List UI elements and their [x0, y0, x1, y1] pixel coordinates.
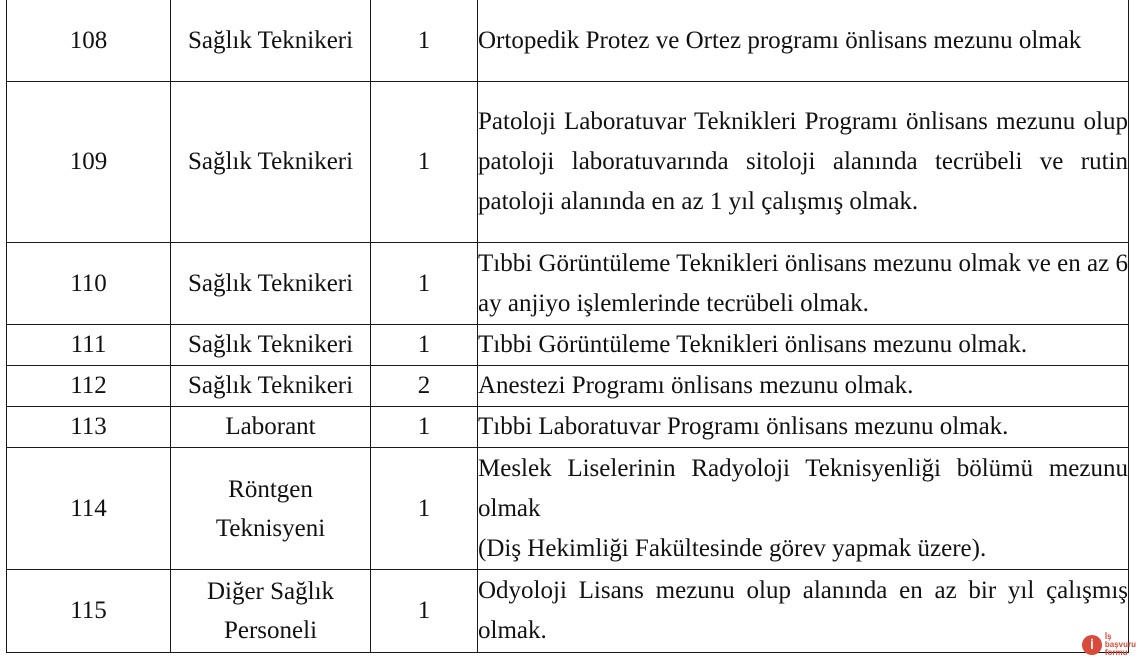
- table-row: [7, 243, 1129, 325]
- position-requirement: Tıbbi Görüntüleme Teknikleri önlisans mezunu olmak.: [478, 325, 1129, 366]
- position-count: 1: [371, 82, 478, 243]
- position-requirement: Anestezi Programı önlisans mezunu olmak.: [478, 366, 1129, 407]
- position-title: Sağlık Teknikeri: [171, 366, 371, 407]
- requirement-text: Meslek Liselerinin Radyoloji Teknisyenliği bölümü mezunu olmak: [478, 454, 1128, 522]
- position-number: 113: [7, 407, 171, 448]
- position-requirement: [478, 448, 1129, 570]
- position-count: 1: [371, 0, 478, 82]
- watermark-text-mid: başvuru: [1104, 640, 1136, 649]
- position-count: 1: [371, 407, 478, 448]
- position-number: 110: [7, 243, 171, 325]
- position-title-line1: Röntgen: [228, 475, 313, 503]
- table-row: [7, 448, 1129, 570]
- position-title: [171, 448, 371, 570]
- position-requirement: Tıbbi Laboratuvar Programı önlisans mezunu olmak.: [478, 407, 1129, 448]
- position-count: 1: [371, 448, 478, 570]
- position-title-line1: Diğer Sağlık: [206, 578, 335, 605]
- position-count: 2: [371, 366, 478, 407]
- table-row: [7, 570, 1129, 653]
- table-row: [7, 82, 1129, 243]
- position-count: 1: [371, 243, 478, 325]
- position-number: 109: [7, 82, 171, 243]
- table-row: [7, 407, 1129, 448]
- watermark-text-top: İş: [1104, 632, 1112, 641]
- position-requirement: Odyoloji Lisans mezunu olup alanında en az bir yıl çalışmış olmak.: [478, 570, 1129, 653]
- position-title-line2: Teknisyeni: [215, 514, 326, 542]
- position-title: Sağlık Teknikeri: [171, 82, 371, 243]
- position-number: 111: [7, 325, 171, 366]
- position-number: 114: [7, 448, 171, 570]
- form-logo-icon: İ: [1082, 635, 1102, 655]
- position-title: [171, 570, 371, 653]
- position-requirement: Patoloji Laboratuvar Teknikleri Programı önlisans mezunu olup patoloji laboratuvarında sitoloji alanında tecrübeli ve rutin patoloji alanında en az 1 yıl çalışmış olmak.: [478, 82, 1129, 243]
- position-number: 108: [7, 0, 171, 82]
- position-title: Laborant: [171, 407, 371, 448]
- watermark-logo: [1082, 633, 1136, 657]
- position-count: 1: [371, 570, 478, 653]
- table-row: [7, 325, 1129, 366]
- position-title: Sağlık Teknikeri: [171, 0, 371, 82]
- table-row: [7, 0, 1129, 82]
- position-number: 112: [7, 366, 171, 407]
- position-number: 115: [7, 570, 171, 653]
- position-requirement: Ortopedik Protez ve Ortez programı önlisans mezunu olmak: [478, 0, 1129, 82]
- watermark-text: [1105, 633, 1136, 657]
- position-title: Sağlık Teknikeri: [171, 325, 371, 366]
- position-title: Sağlık Teknikeri: [171, 243, 371, 325]
- positions-table: [6, 0, 1129, 653]
- position-title-line2: Personeli: [223, 617, 318, 644]
- watermark-text-bottom: formu: [1104, 648, 1128, 657]
- table-row: [7, 366, 1129, 407]
- position-count: 1: [371, 325, 478, 366]
- position-requirement: Tıbbi Görüntüleme Teknikleri önlisans mezunu olmak ve en az 6 ay anjiyo işlemlerinde tecrübeli olmak.: [478, 243, 1129, 325]
- requirement-note: (Diş Hekimliği Fakültesinde görev yapmak üzere).: [478, 534, 987, 562]
